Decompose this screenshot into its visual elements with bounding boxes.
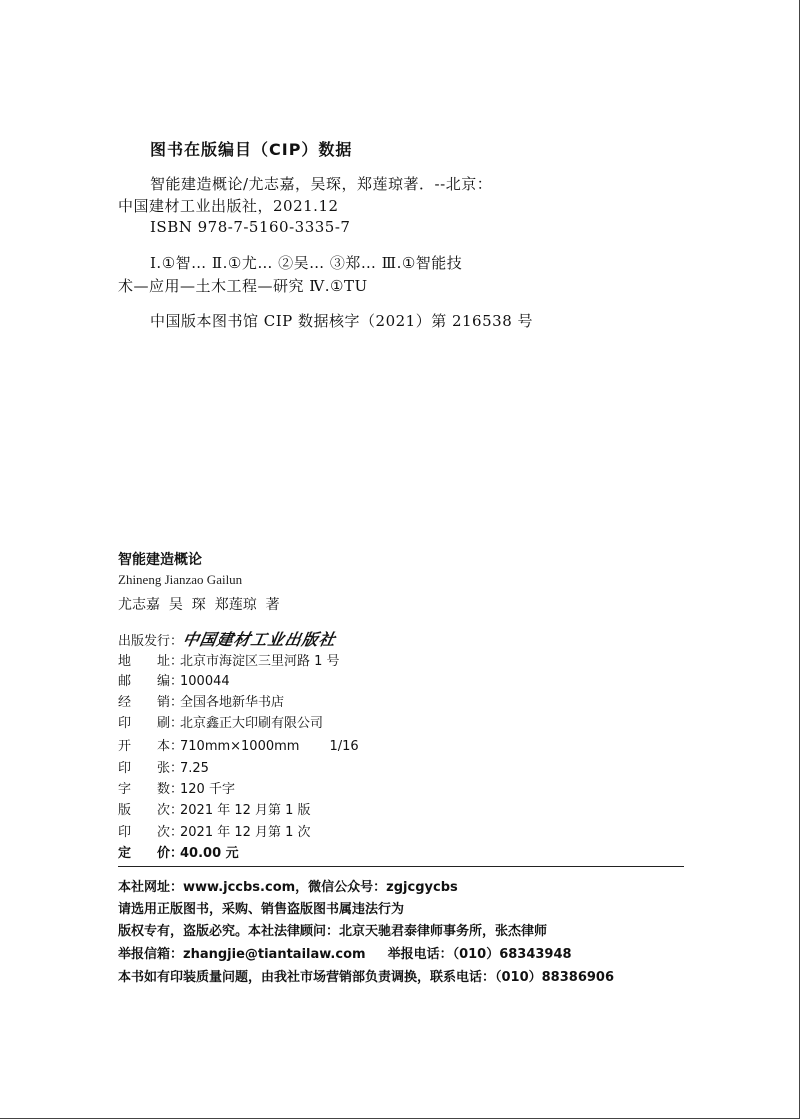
cip-title: 图书在版编目（CIP）数据 [150, 140, 353, 159]
spec-value: 100044 [180, 674, 230, 689]
cip-classification-2: 术—应用—土木工程—研究 Ⅳ.①TU [118, 277, 368, 295]
cip-line-2: 中国建材工业出版社，2021.12 [118, 197, 339, 215]
spec-printer: 印 刷：北京鑫正大印刷有限公司 [118, 716, 324, 731]
book-pinyin: Zhineng Jianzao Gailun [118, 572, 243, 587]
footer-website: 本社网址：www.jccbs.com，微信公众号：zgjcgycbs [118, 880, 458, 895]
publisher-row [118, 627, 336, 650]
spec-value: 710mm×1000mm [180, 739, 300, 754]
spec-price: 定 价：40.00 元 [118, 846, 239, 861]
spec-address: 地 址：北京市海淀区三里河路 1 号 [118, 654, 340, 669]
publisher-logo: 中国建材工业出版社 [181, 630, 338, 649]
spec-extra: 1/16 [329, 739, 359, 754]
spec-distributor: 经 销：全国各地新华书店 [118, 695, 285, 710]
footer-quality: 本书如有印装质量问题，由我社市场营销部负责调换，联系电话：（010）88386906 [118, 970, 614, 985]
spec-word-count: 字 数：120 千字 [118, 782, 235, 797]
book-authors: 尤志嘉 吴 琛 郑莲琼 著 [118, 597, 280, 613]
spec-value: 7.25 [180, 761, 209, 776]
spec-sheets: 印 张：7.25 [118, 761, 209, 776]
spec-edition: 版 次：2021 年 12 月第 1 版 [118, 803, 311, 818]
spec-printing: 印 次：2021 年 12 月第 1 次 [118, 825, 311, 840]
spec-value: 2021 年 12 月第 1 次 [180, 825, 311, 840]
cip-record-number: 中国版本图书馆 CIP 数据核字（2021）第 216538 号 [150, 312, 534, 330]
report-email: 举报信箱：zhangjie@tiantailaw.com [118, 947, 366, 962]
spec-postcode: 邮 编：100044 [118, 674, 230, 689]
spec-value: 北京鑫正大印刷有限公司 [180, 716, 324, 731]
spec-value: 120 千字 [180, 782, 235, 797]
spec-format: 开 本：710mm×1000mm 1/16 [118, 739, 359, 754]
footer-report [118, 943, 572, 962]
cip-line-1: 智能建造概论/尤志嘉，吴琛，郑莲琼著．--北京： [150, 175, 493, 193]
footer-rights: 版权专有，盗版必究。本社法律顾问：北京天驰君泰律师事务所，张杰律师 [118, 924, 548, 939]
spec-value: 2021 年 12 月第 1 版 [180, 803, 311, 818]
publisher-label: 出版发行： [118, 634, 184, 649]
spec-value: 全国各地新华书店 [180, 695, 285, 710]
report-phone: 举报电话：（010）68343948 [387, 947, 572, 962]
book-title: 智能建造概论 [118, 552, 202, 568]
spec-value: 40.00 元 [180, 846, 239, 861]
divider [118, 866, 684, 867]
spec-value: 北京市海淀区三里河路 1 号 [180, 654, 340, 669]
cip-isbn: ISBN 978-7-5160-3335-7 [150, 218, 351, 236]
footer-notice: 请选用正版图书，采购、销售盗版图书属违法行为 [118, 902, 405, 917]
cip-classification-1: Ⅰ.①智… Ⅱ.①尤… ②吴… ③郑… Ⅲ.①智能技 [150, 254, 463, 272]
